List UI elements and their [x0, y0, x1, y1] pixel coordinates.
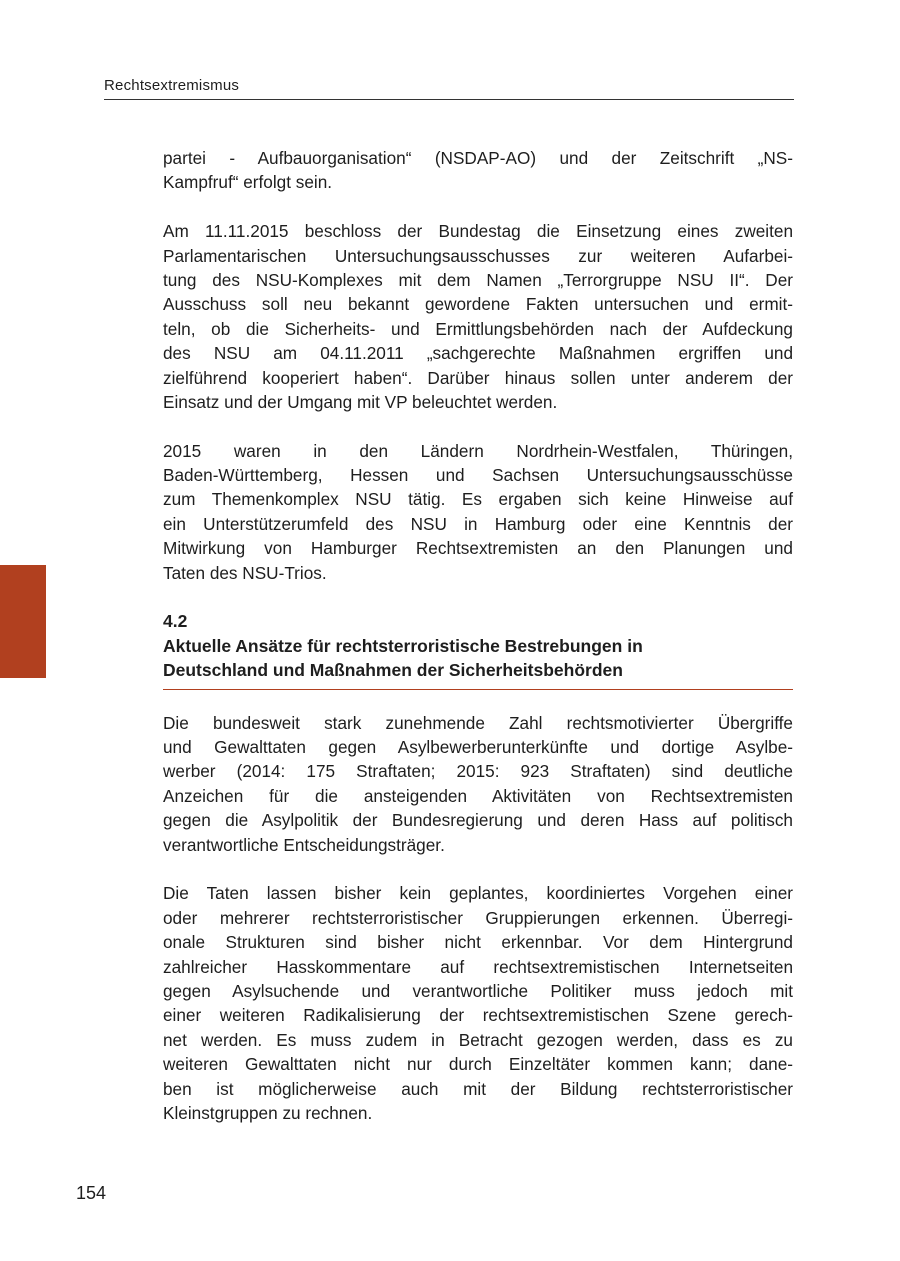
section-title [163, 634, 793, 683]
section-heading-rule [163, 689, 793, 690]
text-line: werber (2014: 175 Straftaten; 2015: 923 Straftaten) sind deutliche [163, 761, 793, 782]
text-line: weiteren Gewalttaten nicht nur durch Einzeltäter kommen kann; dane- [163, 1054, 793, 1075]
paragraph-bundestag-committee [163, 219, 793, 414]
text-line: gegen Asylsuchende und verantwortliche Politiker muss jedoch mit [163, 980, 793, 1001]
text-line: Die bundesweit stark zunehmende Zahl rechtsmotivierter Übergriffe [163, 712, 793, 733]
running-header [104, 76, 794, 100]
text-line: und Gewalttaten gegen Asylbewerberunterkünfte und dortige Asylbe- [163, 737, 793, 758]
text-line: 2015 waren in den Ländern Nordrhein-Westfalen, Thüringen, [163, 440, 793, 461]
text-line: Kleinstgruppen zu rechnen. [163, 1102, 373, 1123]
text-line: Taten des NSU-Trios. [163, 562, 327, 583]
paragraph-state-committees [163, 439, 793, 585]
text-line: Einsatz und der Umgang mit VP beleuchtet werden. [163, 391, 558, 412]
page-number: 154 [76, 1183, 107, 1203]
paragraph-attacks-statistics [163, 711, 793, 857]
section-title-line: Aktuelle Ansätze für rechtsterroristische Bestrebungen in [163, 635, 643, 656]
text-line: partei - Aufbauorganisation“ (NSDAP-AO) und der Zeitschrift „NS- [163, 148, 793, 168]
text-line: Baden-Württemberg, Hessen und Sachsen Untersuchungsausschüsse [163, 465, 793, 486]
text-line: zum Themenkomplex NSU tätig. Es ergaben sich keine Hinweise auf [163, 489, 793, 510]
text-line: des NSU am 04.11.2011 „sachgerechte Maßnahmen ergriffen und [163, 343, 793, 364]
text-line: ben ist möglicherweise auch mit der Bildung rechtsterroristischer [163, 1078, 793, 1099]
section-number: 4.2 [163, 611, 188, 632]
text-line: einer weiteren Radikalisierung der rechtsextremistischen Szene gerech- [163, 1005, 793, 1026]
text-line: Parlamentarischen Untersuchungsausschusses zur weiteren Aufarbei- [163, 245, 793, 266]
running-title: Rechtsextremismus [104, 77, 240, 94]
paragraph-nsdap-continuation [163, 146, 793, 195]
text-line: Kampfruf“ erfolgt sein. [163, 172, 333, 193]
text-line: teln, ob die Sicherheits- und Ermittlungsbehörden nach der Aufdeckung [163, 318, 793, 339]
paragraph-assessment [163, 881, 793, 1125]
page-body [163, 146, 793, 1150]
section-heading [163, 609, 793, 686]
text-line: Die Taten lassen bisher kein geplantes, koordiniertes Vorgehen einer [163, 883, 793, 904]
text-line: oder mehrerer rechtsterroristischer Gruppierungen erkennen. Überregi- [163, 907, 793, 928]
text-line: ein Unterstützerumfeld des NSU in Hamburg oder eine Kenntnis der [163, 513, 793, 534]
text-line: zielführend kooperiert haben“. Darüber hinaus sollen unter anderem der [163, 367, 793, 388]
text-line: gegen die Asylpolitik der Bundesregierung und deren Hass auf politisch [163, 810, 793, 831]
text-line: verantwortliche Entscheidungsträger. [163, 834, 445, 855]
text-line: net werden. Es muss zudem in Betracht gezogen werden, dass es zu [163, 1029, 793, 1050]
text-line: Anzeichen für die ansteigenden Aktivitäten von Rechtsextremisten [163, 785, 793, 806]
text-line: zahlreicher Hasskommentare auf rechtsextremistischen Internetseiten [163, 956, 793, 977]
text-line: onale Strukturen sind bisher nicht erkennbar. Vor dem Hintergrund [163, 932, 793, 953]
text-line: Mitwirkung von Hamburger Rechtsextremisten an den Planungen und [163, 538, 793, 559]
text-line: tung des NSU-Komplexes mit dem Namen „Terrorgruppe NSU II“. Der [163, 269, 793, 290]
text-line: Am 11.11.2015 beschloss der Bundestag die Einsetzung eines zweiten [163, 221, 793, 242]
section-title-line: Deutschland und Maßnahmen der Sicherheitsbehörden [163, 660, 623, 681]
text-line: Ausschuss soll neu bekannt gewordene Fakten untersuchen und ermit- [163, 294, 793, 315]
chapter-side-tab [0, 565, 46, 678]
